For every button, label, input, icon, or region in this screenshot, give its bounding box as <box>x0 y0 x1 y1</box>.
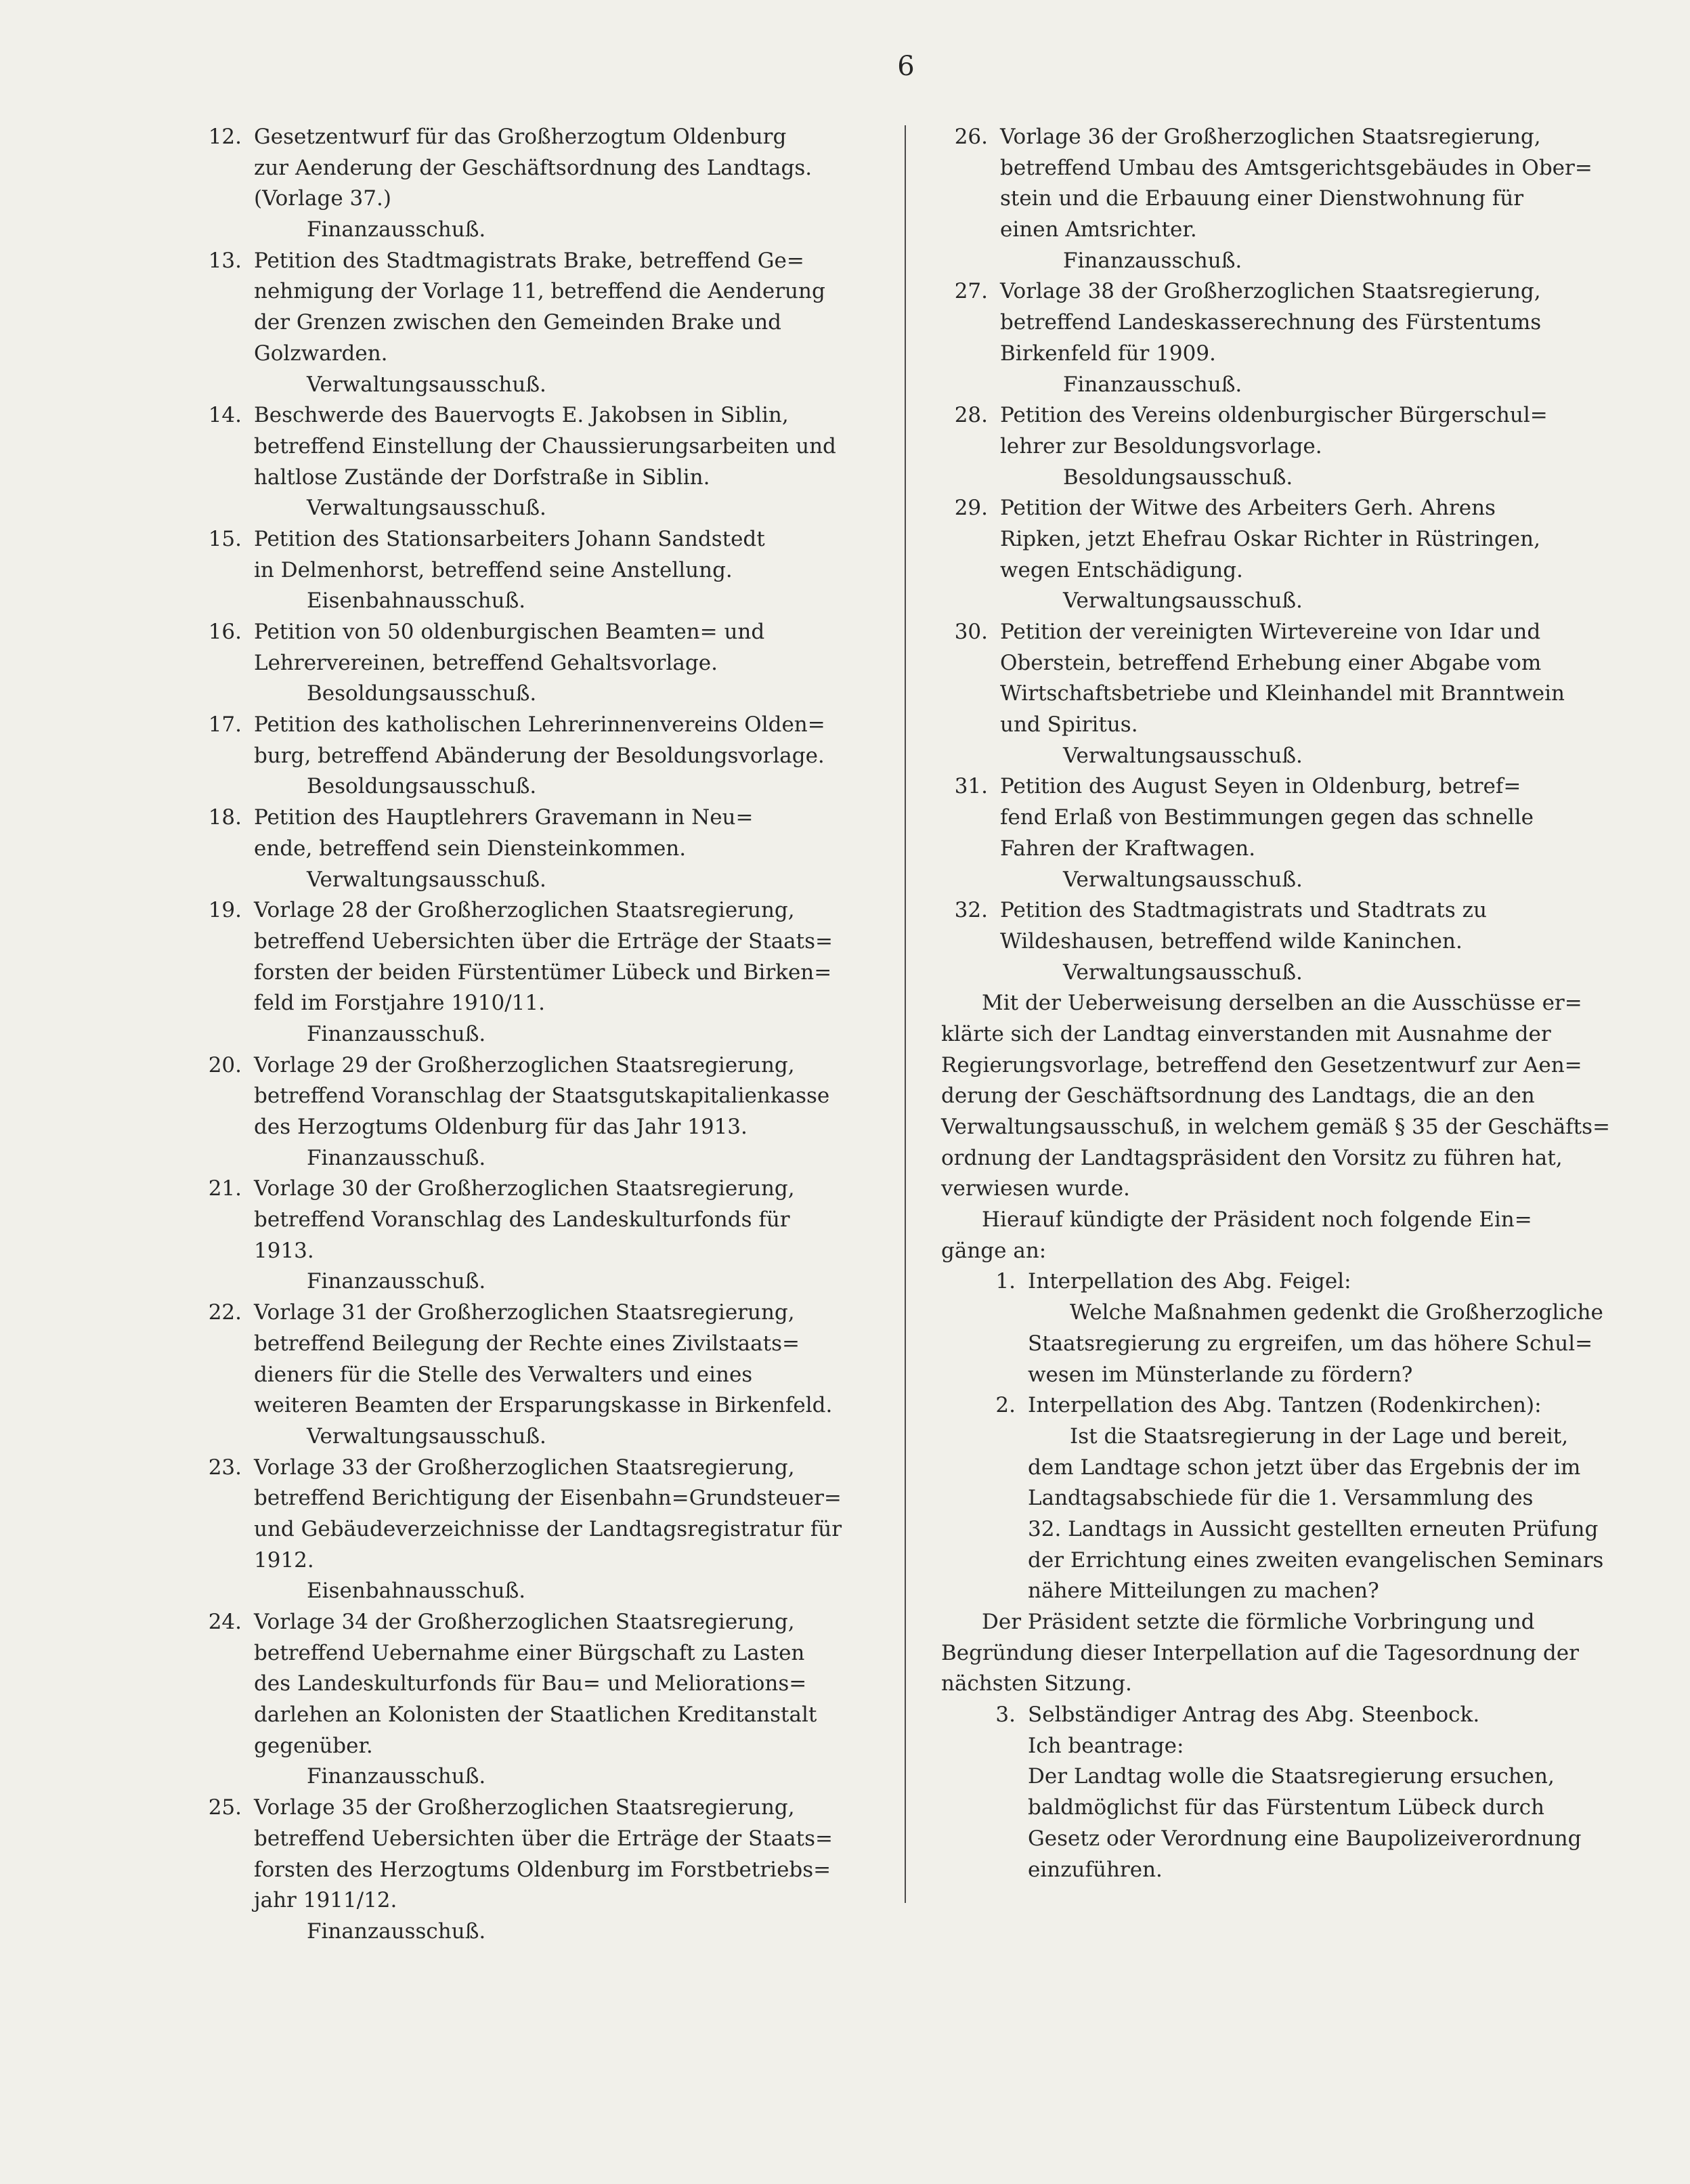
subitem-title: Selbständiger Antrag des Abg. Steenbock. <box>1028 1703 1480 1728</box>
item-number: 14. <box>208 403 242 428</box>
item-text-line: forsten des Herzogtums Oldenburg im Forstbetriebs= <box>254 1857 831 1882</box>
item-text-line <box>941 895 1618 926</box>
item-text-line: betreffend Einstellung der Chaussierungsarbeiten und <box>254 433 836 458</box>
item-text-line: Golzwarden. <box>254 341 388 366</box>
item-text-line: Birkenfeld für 1909. <box>1000 341 1216 366</box>
item-text-line: des Herzogtums Oldenburg für das Jahr 1913. <box>254 1115 748 1139</box>
paragraph-scheduling <box>941 1607 1618 1700</box>
item-text: Petition der Witwe des Arbeiters Gerh. Ahrens <box>1000 496 1496 521</box>
subitem-intro: Ich beantrage: <box>1028 1733 1184 1758</box>
subitem-text-line: wesen im Münsterlande zu fördern? <box>1028 1362 1413 1387</box>
item-text-line: darlehen an Kolonisten der Staatlichen Kreditanstalt <box>254 1703 817 1728</box>
committee-assignment: Finanzausschuß. <box>307 1764 486 1789</box>
item-number: 32. <box>954 898 988 923</box>
paragraph-line: derung der Geschäftsordnung des Landtags, die an den <box>941 1084 1535 1109</box>
item-text-line: dieners für die Stelle des Verwalters und eines <box>254 1362 753 1387</box>
item-text: Vorlage 29 der Großherzoglichen Staatsregierung, <box>254 1052 795 1077</box>
committee-assignment: Eisenbahnausschuß. <box>307 1579 526 1604</box>
item-text-line <box>195 1793 872 1824</box>
agenda-item <box>195 802 872 895</box>
paragraph-line: Mit der Ueberweisung derselben an die Ausschüsse er= <box>982 991 1582 1016</box>
committee-assignment: Besoldungsausschuß. <box>1063 465 1293 490</box>
item-number: 17. <box>208 712 242 737</box>
agenda-item <box>941 771 1618 895</box>
subitem-text-line: Landtagsabschiede für die 1. Versammlung des <box>1028 1486 1534 1511</box>
agenda-item <box>941 400 1618 493</box>
item-text-line <box>195 617 872 648</box>
item-text-line: und Gebäudeverzeichnisse der Landtagsregistratur für <box>254 1516 842 1541</box>
item-text-line <box>195 122 872 153</box>
item-number: 31. <box>954 774 988 799</box>
item-number: 28. <box>954 403 988 428</box>
page-number: 6 <box>897 51 915 82</box>
left-column <box>195 122 872 1948</box>
item-number: 12. <box>208 125 242 149</box>
subitem-number: 3. <box>995 1703 1016 1728</box>
subitem-text-line: baldmöglichst für das Fürstentum Lübeck durch <box>1028 1795 1544 1820</box>
item-text-line: betreffend Umbau des Amtsgerichtsgebäudes in Ober= <box>1000 155 1592 180</box>
item-text-line: einen Amtsrichter. <box>1000 217 1197 242</box>
paragraph-line: Hierauf kündigte der Präsident noch folgende Ein= <box>982 1207 1532 1233</box>
agenda-item <box>195 1174 872 1298</box>
item-text-line: Fahren der Kraftwagen. <box>1000 836 1256 861</box>
item-text: Petition des Vereins oldenburgischer Bürgerschul= <box>1000 403 1548 428</box>
agenda-item <box>195 1453 872 1607</box>
agenda-item <box>195 710 872 802</box>
item-text: Vorlage 31 der Großherzoglichen Staatsregierung, <box>254 1300 795 1325</box>
item-text-line: forsten der beiden Fürstentümer Lübeck und Birken= <box>254 960 832 985</box>
committee-assignment: Finanzausschuß. <box>307 1145 486 1170</box>
item-text-line: betreffend Beilegung der Rechte eines Zivilstaats= <box>254 1331 800 1356</box>
item-text: Vorlage 30 der Großherzoglichen Staatsregierung, <box>254 1176 795 1201</box>
item-text-line: Oberstein, betreffend Erhebung einer Abgabe vom <box>1000 650 1542 675</box>
item-text-line: wegen Entschädigung. <box>1000 557 1243 582</box>
subitem-text-line: der Errichtung eines zweiten evangelischen Seminars <box>1028 1547 1604 1572</box>
item-number: 26. <box>954 125 988 149</box>
item-text: Vorlage 34 der Großherzoglichen Staatsregierung, <box>254 1610 795 1634</box>
item-text-line <box>195 802 872 834</box>
item-text-line: Wildeshausen, betreffend wilde Kaninchen. <box>1000 928 1462 954</box>
item-text-line: betreffend Landeskasserechnung des Fürstentums <box>1000 310 1542 335</box>
committee-assignment: Verwaltungsausschuß. <box>1063 743 1303 768</box>
agenda-item <box>195 1050 872 1174</box>
committee-assignment: Finanzausschuß. <box>307 217 486 242</box>
item-text-line <box>195 1050 872 1082</box>
subitem-text-line: einzuführen. <box>1028 1857 1163 1882</box>
item-text: Vorlage 38 der Großherzoglichen Staatsregierung, <box>1000 279 1541 304</box>
item-number: 18. <box>208 805 242 830</box>
agenda-item <box>941 493 1618 617</box>
item-text-line: des Landeskulturfonds für Bau= und Meliorations= <box>254 1671 807 1696</box>
item-number: 25. <box>208 1795 242 1820</box>
item-text: Petition des Stadtmagistrats und Stadtrats zu <box>1000 898 1487 923</box>
item-number: 23. <box>208 1455 242 1480</box>
agenda-item <box>941 276 1618 400</box>
paragraph-line: Regierungsvorlage, betreffend den Gesetzentwurf zur Aen= <box>941 1052 1582 1077</box>
item-text-line: betreffend Uebernahme einer Bürgschaft zu Lasten <box>254 1640 805 1665</box>
item-text: Gesetzentwurf für das Großherzogtum Oldenburg <box>254 125 787 149</box>
item-text-line: betreffend Voranschlag der Staatsgutskapitalienkasse <box>254 1084 830 1109</box>
agenda-item <box>195 895 872 1050</box>
subitem-title-line <box>941 1266 1618 1298</box>
item-text-line <box>195 710 872 741</box>
item-text-line: der Grenzen zwischen den Gemeinden Brake und <box>254 310 782 335</box>
item-text-line: feld im Forstjahre 1910/11. <box>254 991 545 1016</box>
committee-assignment: Verwaltungsausschuß. <box>307 867 546 892</box>
item-text: Vorlage 36 der Großherzoglichen Staatsregierung, <box>1000 125 1541 149</box>
item-number: 21. <box>208 1176 242 1201</box>
paragraph-line: nächsten Sitzung. <box>941 1671 1132 1696</box>
subitem-title-line <box>941 1390 1618 1421</box>
item-number: 15. <box>208 526 242 551</box>
agenda-item <box>195 1793 872 1947</box>
item-text-line <box>195 895 872 926</box>
paragraph-line: Verwaltungsausschuß, in welchem gemäß § 35 der Geschäfts= <box>941 1115 1610 1139</box>
item-text-line: Lehrervereinen, betreffend Gehaltsvorlage. <box>254 650 718 675</box>
subitem-text-line: Gesetz oder Verordnung eine Baupolizeiverordnung <box>1028 1826 1582 1851</box>
agenda-item <box>195 246 872 400</box>
subitem-title-line <box>941 1700 1618 1731</box>
agenda-item <box>195 524 872 617</box>
item-text-line: burg, betreffend Abänderung der Besoldungsvorlage. <box>254 743 825 768</box>
paragraph-referral <box>941 988 1618 1205</box>
paragraph-line: gänge an: <box>941 1238 1047 1263</box>
paragraph-line: verwiesen wurde. <box>941 1176 1130 1201</box>
item-text-line <box>941 493 1618 524</box>
item-text: Petition der vereinigten Wirtevereine von Idar und <box>1000 620 1541 644</box>
item-text-line: betreffend Voranschlag des Landeskulturfonds für <box>254 1207 790 1233</box>
item-text-line: betreffend Uebersichten über die Erträge der Staats= <box>254 928 833 954</box>
agenda-item <box>195 617 872 710</box>
item-number: 13. <box>208 248 242 273</box>
subitem-title: Interpellation des Abg. Tantzen (Rodenkirchen): <box>1028 1393 1542 1418</box>
item-text-line: ende, betreffend sein Diensteinkommen. <box>254 836 687 861</box>
item-text-line <box>941 276 1618 307</box>
item-text-line: weiteren Beamten der Ersparungskasse in Birkenfeld. <box>254 1393 833 1418</box>
item-text-line: in Delmenhorst, betreffend seine Anstellung. <box>254 557 733 582</box>
paragraph-line: Begründung dieser Interpellation auf die Tagesordnung der <box>941 1640 1579 1665</box>
item-number: 29. <box>954 496 988 521</box>
item-text: Vorlage 33 der Großherzoglichen Staatsregierung, <box>254 1455 795 1480</box>
item-text-line: (Vorlage 37.) <box>254 186 391 211</box>
item-text-line <box>195 1298 872 1329</box>
item-text-line: fend Erlaß von Bestimmungen gegen das schnelle <box>1000 805 1534 830</box>
item-number: 20. <box>208 1052 242 1077</box>
item-text-line: 1912. <box>254 1547 314 1572</box>
paragraph-announcement <box>941 1205 1618 1266</box>
item-text-line: lehrer zur Besoldungsvorlage. <box>1000 433 1322 458</box>
item-text-line <box>941 771 1618 802</box>
item-text-line <box>195 1607 872 1638</box>
item-number: 19. <box>208 898 242 923</box>
column-divider <box>905 125 906 1903</box>
agenda-item <box>195 400 872 524</box>
subitem-text-line: Welche Maßnahmen gedenkt die Großherzogliche <box>1070 1300 1603 1325</box>
item-number: 24. <box>208 1610 242 1634</box>
subitem-text-line: nähere Mitteilungen zu machen? <box>1028 1579 1379 1604</box>
committee-assignment: Verwaltungsausschuß. <box>1063 588 1303 614</box>
committee-assignment: Verwaltungsausschuß. <box>1063 960 1303 985</box>
agenda-item <box>195 1298 872 1452</box>
item-text-line: haltlose Zustände der Dorfstraße in Siblin. <box>254 465 710 490</box>
item-number: 30. <box>954 620 988 644</box>
interpellation-2 <box>941 1390 1618 1607</box>
paragraph-line: klärte sich der Landtag einverstanden mit Ausnahme der <box>941 1021 1551 1046</box>
subitem-number: 2. <box>995 1393 1016 1418</box>
subitem-text-line: 32. Landtags in Aussicht gestellten erneuten Prüfung <box>1028 1516 1599 1541</box>
committee-assignment: Finanzausschuß. <box>307 1021 486 1046</box>
paragraph-line: Der Präsident setzte die förmliche Vorbringung und <box>982 1610 1535 1634</box>
item-text: Vorlage 28 der Großherzoglichen Staatsregierung, <box>254 898 795 923</box>
agenda-item <box>941 895 1618 988</box>
item-text-line <box>941 617 1618 648</box>
agenda-item <box>195 1607 872 1793</box>
item-number: 27. <box>954 279 988 304</box>
subitem-text-line: Der Landtag wolle die Staatsregierung ersuchen, <box>1028 1764 1555 1789</box>
subitem-text-line: Ist die Staatsregierung in der Lage und bereit, <box>1070 1423 1569 1449</box>
item-text: Petition des katholischen Lehrerinnenvereins Olden= <box>254 712 825 737</box>
item-text-line: zur Aenderung der Geschäftsordnung des Landtags. <box>254 155 812 180</box>
item-number: 22. <box>208 1300 242 1325</box>
item-text-line: jahr 1911/12. <box>254 1888 397 1913</box>
committee-assignment: Besoldungsausschuß. <box>307 774 537 799</box>
item-text-line: Ripken, jetzt Ehefrau Oskar Richter in Rüstringen, <box>1000 526 1540 551</box>
item-text: Petition des Hauptlehrers Gravemann in Neu= <box>254 805 754 830</box>
committee-assignment: Finanzausschuß. <box>1063 248 1242 273</box>
item-text-line: gegenüber. <box>254 1733 373 1758</box>
subitem-text-line: dem Landtage schon jetzt über das Ergebnis der im <box>1028 1455 1581 1480</box>
committee-assignment: Eisenbahnausschuß. <box>307 588 526 614</box>
agenda-item <box>941 617 1618 771</box>
item-text-line <box>195 524 872 555</box>
agenda-item <box>941 122 1618 276</box>
item-text-line: betreffend Berichtigung der Eisenbahn=Grundsteuer= <box>254 1486 842 1511</box>
item-text: Petition des August Seyen in Oldenburg, betref= <box>1000 774 1521 799</box>
agenda-item <box>195 122 872 246</box>
item-text: Beschwerde des Bauervogts E. Jakobsen in Siblin, <box>254 403 789 428</box>
item-text: Petition des Stadtmagistrats Brake, betreffend Ge= <box>254 248 804 273</box>
subitem-number: 1. <box>995 1269 1016 1294</box>
subitem-text-line: Staatsregierung zu ergreifen, um das höhere Schul= <box>1028 1331 1593 1356</box>
item-text-line: 1913. <box>254 1238 314 1263</box>
committee-assignment: Besoldungsausschuß. <box>307 681 537 706</box>
item-text-line: betreffend Uebersichten über die Erträge der Staats= <box>254 1826 833 1851</box>
committee-assignment: Verwaltungsausschuß. <box>1063 867 1303 892</box>
committee-assignment: Verwaltungsausschuß. <box>307 1423 546 1449</box>
item-text-line: nehmigung der Vorlage 11, betreffend die Aenderung <box>254 279 825 304</box>
item-text-line: Wirtschaftsbetriebe und Kleinhandel mit Branntwein <box>1000 681 1565 706</box>
item-text-line: stein und die Erbauung einer Dienstwohnung für <box>1000 186 1524 211</box>
committee-assignment: Finanzausschuß. <box>1063 372 1242 397</box>
item-text: Petition des Stationsarbeiters Johann Sandstedt <box>254 526 765 551</box>
item-text-line <box>195 400 872 431</box>
committee-assignment: Verwaltungsausschuß. <box>307 496 546 521</box>
item-number: 16. <box>208 620 242 644</box>
item-text-line <box>941 122 1618 153</box>
item-text-line <box>195 246 872 277</box>
interpellation-1 <box>941 1266 1618 1390</box>
item-text-line <box>941 400 1618 431</box>
committee-assignment: Finanzausschuß. <box>307 1919 486 1944</box>
paragraph-line: ordnung der Landtagspräsident den Vorsitz zu führen hat, <box>941 1145 1563 1170</box>
item-text-line <box>195 1453 872 1484</box>
right-column <box>941 122 1618 1885</box>
motion-3 <box>941 1700 1618 1885</box>
subitem-title: Interpellation des Abg. Feigel: <box>1028 1269 1351 1294</box>
item-text-line <box>195 1174 872 1205</box>
committee-assignment: Finanzausschuß. <box>307 1269 486 1294</box>
item-text-line: und Spiritus. <box>1000 712 1138 737</box>
committee-assignment: Verwaltungsausschuß. <box>307 372 546 397</box>
item-text: Petition von 50 oldenburgischen Beamten= und <box>254 620 765 644</box>
item-text: Vorlage 35 der Großherzoglichen Staatsregierung, <box>254 1795 795 1820</box>
